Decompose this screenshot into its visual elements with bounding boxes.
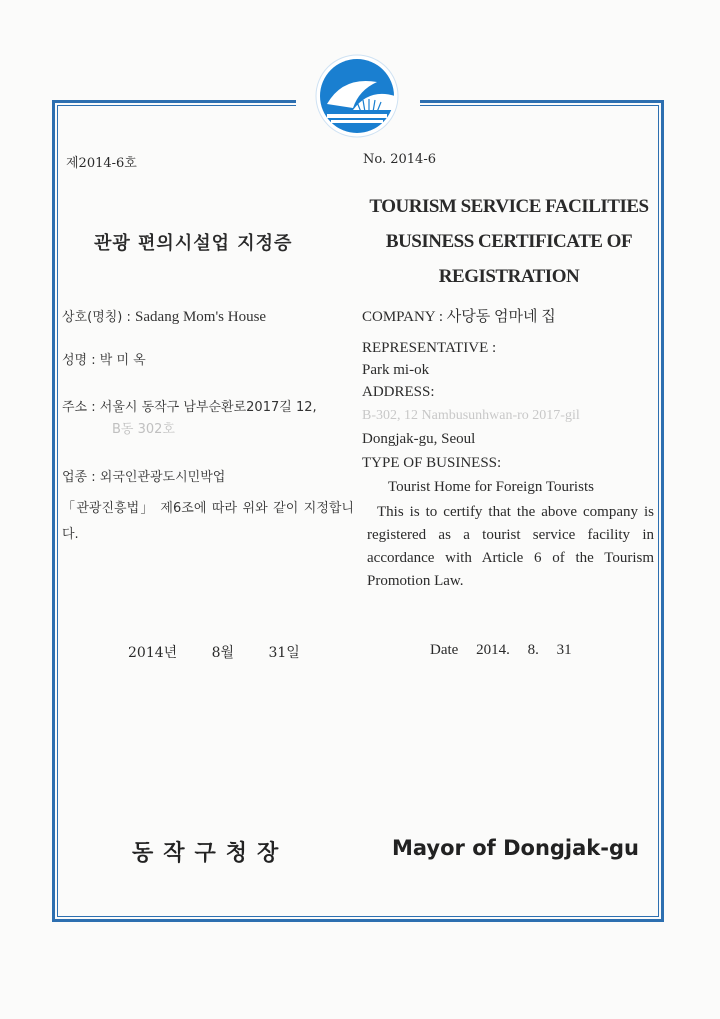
title-ko: 관광 편의시설업 지정증 (94, 233, 293, 254)
address-ko-line2: B동 302호 (112, 422, 175, 437)
company-ko (62, 306, 266, 326)
business-type-ko: 업종 : 외국인관광도시민박업 (62, 470, 226, 485)
certification-en-first: This is to certify that the above (377, 504, 578, 520)
address-en-line1: B-302, 12 Nambusunhwan-ro 2017-gil (362, 408, 580, 423)
company-en: COMPANY : 사당동 엄마네 집 (362, 309, 556, 325)
certification-en (367, 501, 654, 593)
issuer-en: Mayor of Dongjak-gu (392, 836, 639, 860)
address-ko-line1: 주소 : 서울시 동작구 남부순환로2017길 12, (62, 400, 317, 415)
representative-ko (62, 349, 146, 368)
representative-ko-value: 박 미 옥 (99, 353, 146, 368)
representative-en-value: Park mi-ok (362, 362, 430, 378)
business-type-en-label: TYPE OF BUSINESS: (362, 455, 502, 471)
company-ko-label: 상호(명칭) : (62, 310, 136, 325)
representative-ko-label: 성명 : (62, 353, 100, 368)
business-type-en-value: Tourist Home for Foreign Tourists (388, 479, 594, 495)
address-en-line2: Dongjak-gu, Seoul (362, 431, 476, 447)
representative-en-label: REPRESENTATIVE : (362, 340, 497, 356)
address-en-label: ADDRESS: (362, 384, 435, 400)
title-en: TOURISM SERVICE FACILITIES BUSINESS CERTIFICATE OF REGISTRATION (369, 196, 649, 287)
doc-number-ko: 제2014-6호 (66, 156, 137, 171)
company-ko-value: Sadang Mom's House (135, 309, 267, 325)
date-en: Date 2014. 8. 31 (430, 642, 572, 658)
certification-ko: 「관광진흥법」 제6조에 따라 위와 같이 지정합니다. (62, 501, 354, 542)
doc-number-en: No. 2014-6 (363, 152, 436, 167)
date-ko: 2014년 8월 31일 (128, 645, 300, 661)
certification-en-rest: company is registered as a tourist service facility in accordance with Article 6 of the Tourism Promotion Law. (367, 504, 654, 589)
district-emblem-icon (313, 52, 401, 140)
issuer-ko: 동작구청장 (132, 840, 289, 866)
